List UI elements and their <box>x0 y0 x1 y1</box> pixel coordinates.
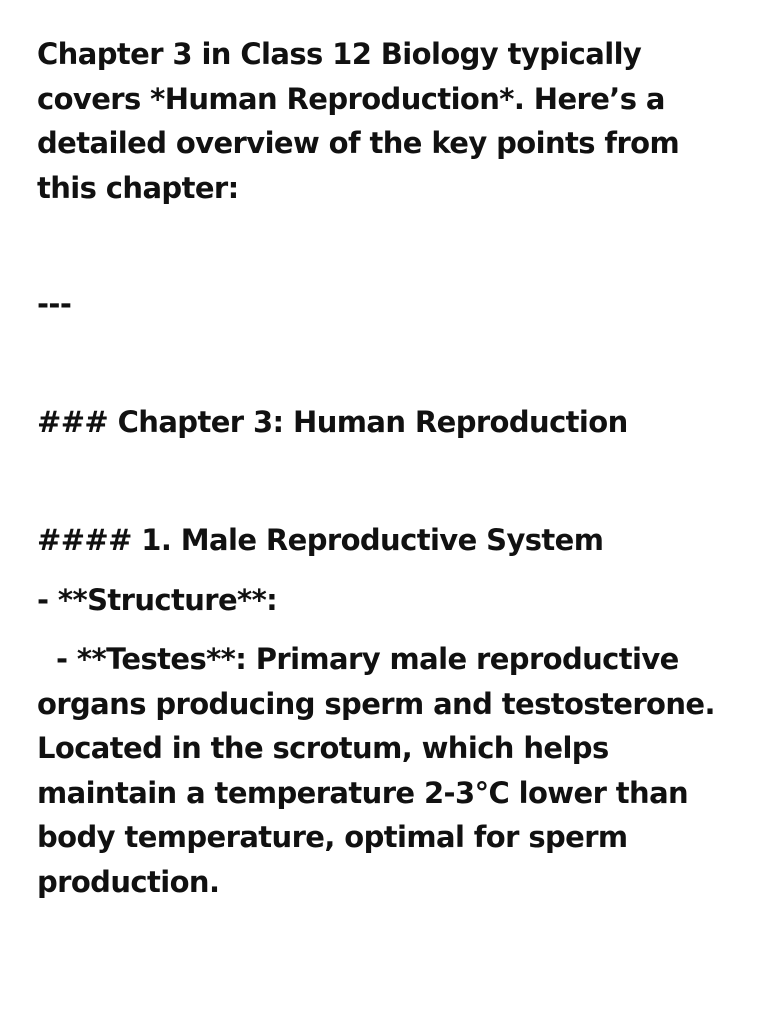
section-heading: #### 1. Male Reproductive System <box>37 523 604 557</box>
structure-bullet: - **Structure**: <box>37 583 278 617</box>
separator-line: --- <box>37 287 72 321</box>
testes-bullet: - **Testes**: Primary male reproductive organs producing sperm and testosterone. Located in the scrotum, which helps maintain a temperature 2-3°C lower than body temperature, optimal for sperm production. <box>37 642 725 899</box>
intro-paragraph: Chapter 3 in Class 12 Biology typically covers *Human Reproduction*. Here’s a detailed overview of the key points from this chapter: <box>37 37 689 205</box>
chapter-heading: ### Chapter 3: Human Reproduction <box>37 405 628 439</box>
